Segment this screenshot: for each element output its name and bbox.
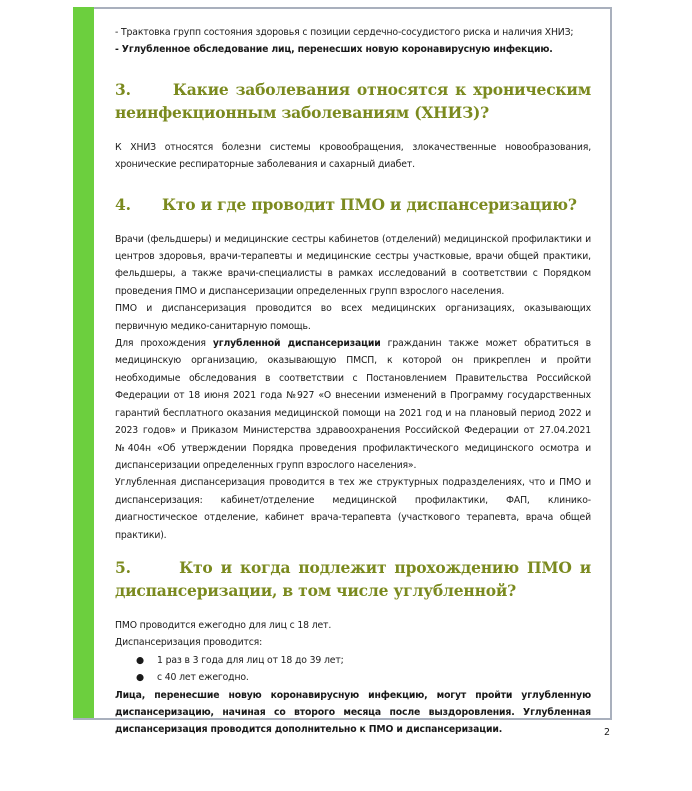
bullet-icon: ●: [136, 654, 144, 666]
section-4-title: Кто и где проводит ПМО и диспансеризацию?: [161, 194, 577, 214]
accent-strip: [73, 7, 94, 718]
section-4-paragraph-3: [115, 335, 591, 474]
section-5-paragraph-2: Диспансеризация проводится:: [115, 637, 263, 649]
bullet-icon: ●: [136, 672, 144, 684]
page-number: 2: [604, 727, 611, 738]
section-4-p3-bold: углубленной диспансеризации: [212, 338, 381, 350]
list-item: [115, 652, 591, 669]
section-5-title: Кто и когда подлежит прохождению ПМО и диспансеризации, в том числе углубленной?: [115, 557, 591, 600]
section-5-bullet-list: [115, 652, 591, 687]
section-4-paragraph-1: Врачи (фельдшеры) и медицинские сестры кабинетов (отделений) медицинской профилактики и центров здоровья, врачи-терапевты и медицинские сестры участковые, врачи общей практики, фельдшеры, а также врачи-специалисты в рамках исследований в соответствии с Порядком проведения ПМО и диспансеризации определенных групп взрослого населения.: [115, 233, 591, 297]
section-3-title: Какие заболевания относятся к хроническим неинфекционным заболеваниям (ХНИЗ)?: [115, 79, 591, 122]
section-3-heading: [115, 78, 591, 124]
section-5-paragraph-3: Лица, перенесшие новую коронавирусную инфекцию, могут пройти углубленную диспансеризацию, начиная со второго месяца после выздоровления. Углубленная диспансеризация проводится дополнительно к ПМО и диспансеризации.: [115, 689, 591, 736]
section-4-paragraph-2: ПМО и диспансеризация проводится во всех медицинских организациях, оказывающих первичную медико-санитарную помощь.: [115, 303, 591, 332]
list-item-text: 1 раз в 3 года для лиц от 18 до 39 лет;: [157, 654, 344, 666]
list-item-text: с 40 лет ежегодно.: [157, 672, 249, 684]
section-4-number: 4.: [115, 194, 131, 214]
intro-line-1: - Трактовка групп состояния здоровья с позиции сердечно-сосудистого риска и наличия ХНИЗ;: [115, 27, 574, 38]
section-5-paragraph-1: ПМО проводится ежегодно для лиц с 18 лет.: [115, 619, 332, 631]
section-4-heading: [115, 193, 591, 216]
intro-line-2: - Углубленное обследование лиц, перенесших новую коронавирусную инфекцию.: [115, 44, 553, 56]
section-5-number: 5.: [115, 557, 131, 577]
document-content: [115, 24, 591, 739]
section-5-heading: [115, 556, 591, 602]
section-4-p3-start: Для прохождения: [115, 338, 213, 350]
section-3-number: 3.: [115, 79, 131, 99]
section-4-p3-rest: гражданин также может обратиться в медицинскую организацию, оказывающую ПМСП, к которой он прикреплен и пройти необходимые обследования в соответствии с Постановлением Правительства Российской Федерации от 18 июня 2021 года №927 «О внесении изменений в Программу государственных гарантий бесплатного оказания медицинской помощи на 2021 год и на плановый период 2022 и 2023 годов» и Приказом Министерства здравоохранения Российской Федерации от 27.04.2021 №404н «Об утверждении Порядка проведения профилактического медицинского осмотра и диспансеризации определенных групп взрослого населения».: [115, 338, 591, 471]
section-3-body: К ХНИЗ относятся болезни системы кровообращения, злокачественные новообразования, хронические респираторные заболевания и сахарный диабет.: [115, 141, 591, 171]
list-item: [115, 669, 591, 686]
section-4-paragraph-4: Углубленная диспансеризация проводится в тех же структурных подразделениях, что и ПМО и диспансеризация: кабинет/отделение медицинской профилактики, ФАП, клинико-диагностическое отделение, кабинет врача-терапевта (участкового терапевта, врача общей практики).: [115, 477, 591, 541]
